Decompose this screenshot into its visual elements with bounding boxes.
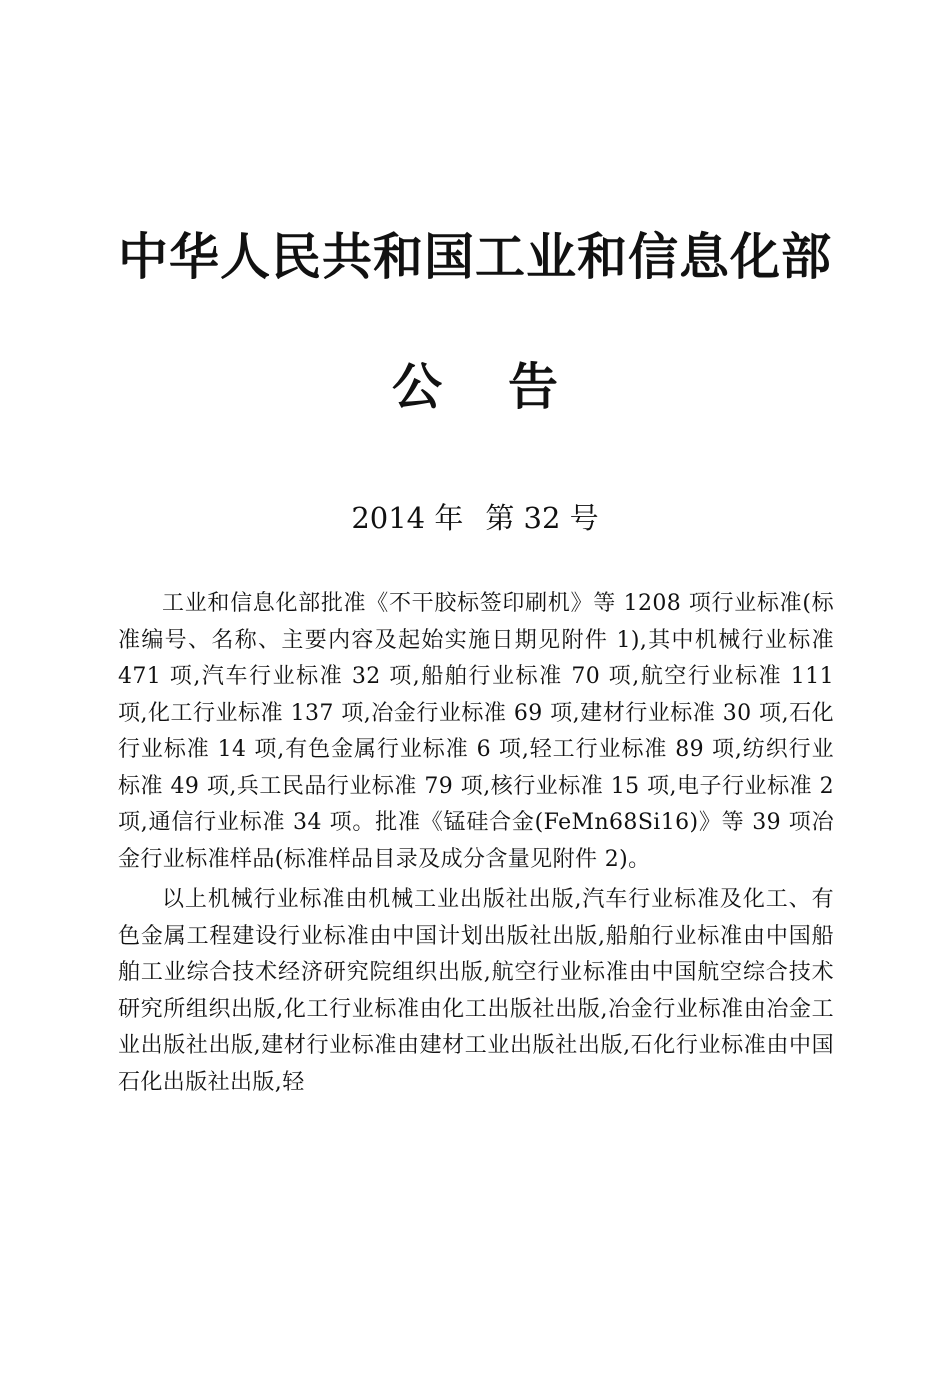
issuing-organization: 中华人民共和国工业和信息化部 xyxy=(118,228,832,286)
document-type-heading xyxy=(0,352,950,422)
doc-type-char-1: 公 xyxy=(392,358,442,416)
announcement-body xyxy=(118,586,834,1101)
document-year: 2014 年 xyxy=(351,501,464,535)
doc-type-char-2: 告 xyxy=(508,358,558,416)
document-number-line xyxy=(0,496,950,540)
document-number: 第 32 号 xyxy=(485,501,599,535)
body-paragraph-1: 工业和信息化部批准《不干胶标签印刷机》等 1208 项行业标准(标准编号、名称、主要内容及起始实施日期见附件 1),其中机械行业标准 471 项,汽车行业标准 32 项,船舶行业标准 70 项,航空行业标准 111 项,化工行业标准 137 项,冶金行业标准 69 项,建材行业标准 30 项,石化行业标准 14 项,有色金属行业标准 6 项,轻工行业标准 89 项,纺织行业标准 49 项,兵工民品行业标准 79 项,核行业标准 15 项,电子行业标准 2 项,通信行业标准 34 项。批准《锰硅合金(FeMn68Si16)》等 39 项冶金行业标准样品(标准样品目录及成分含量见附件 2)。 xyxy=(118,591,834,872)
body-paragraph-2: 以上机械行业标准由机械工业出版社出版,汽车行业标准及化工、有色金属工程建设行业标准由中国计划出版社出版,船舶行业标准由中国船舶工业综合技术经济研究院组织出版,航空行业标准由中国航空综合技术研究所组织出版,化工行业标准由化工出版社出版,冶金行业标准由冶金工业出版社出版,建材行业标准由建材工业出版社出版,石化行业标准由中国石化出版社出版,轻 xyxy=(118,887,834,1095)
